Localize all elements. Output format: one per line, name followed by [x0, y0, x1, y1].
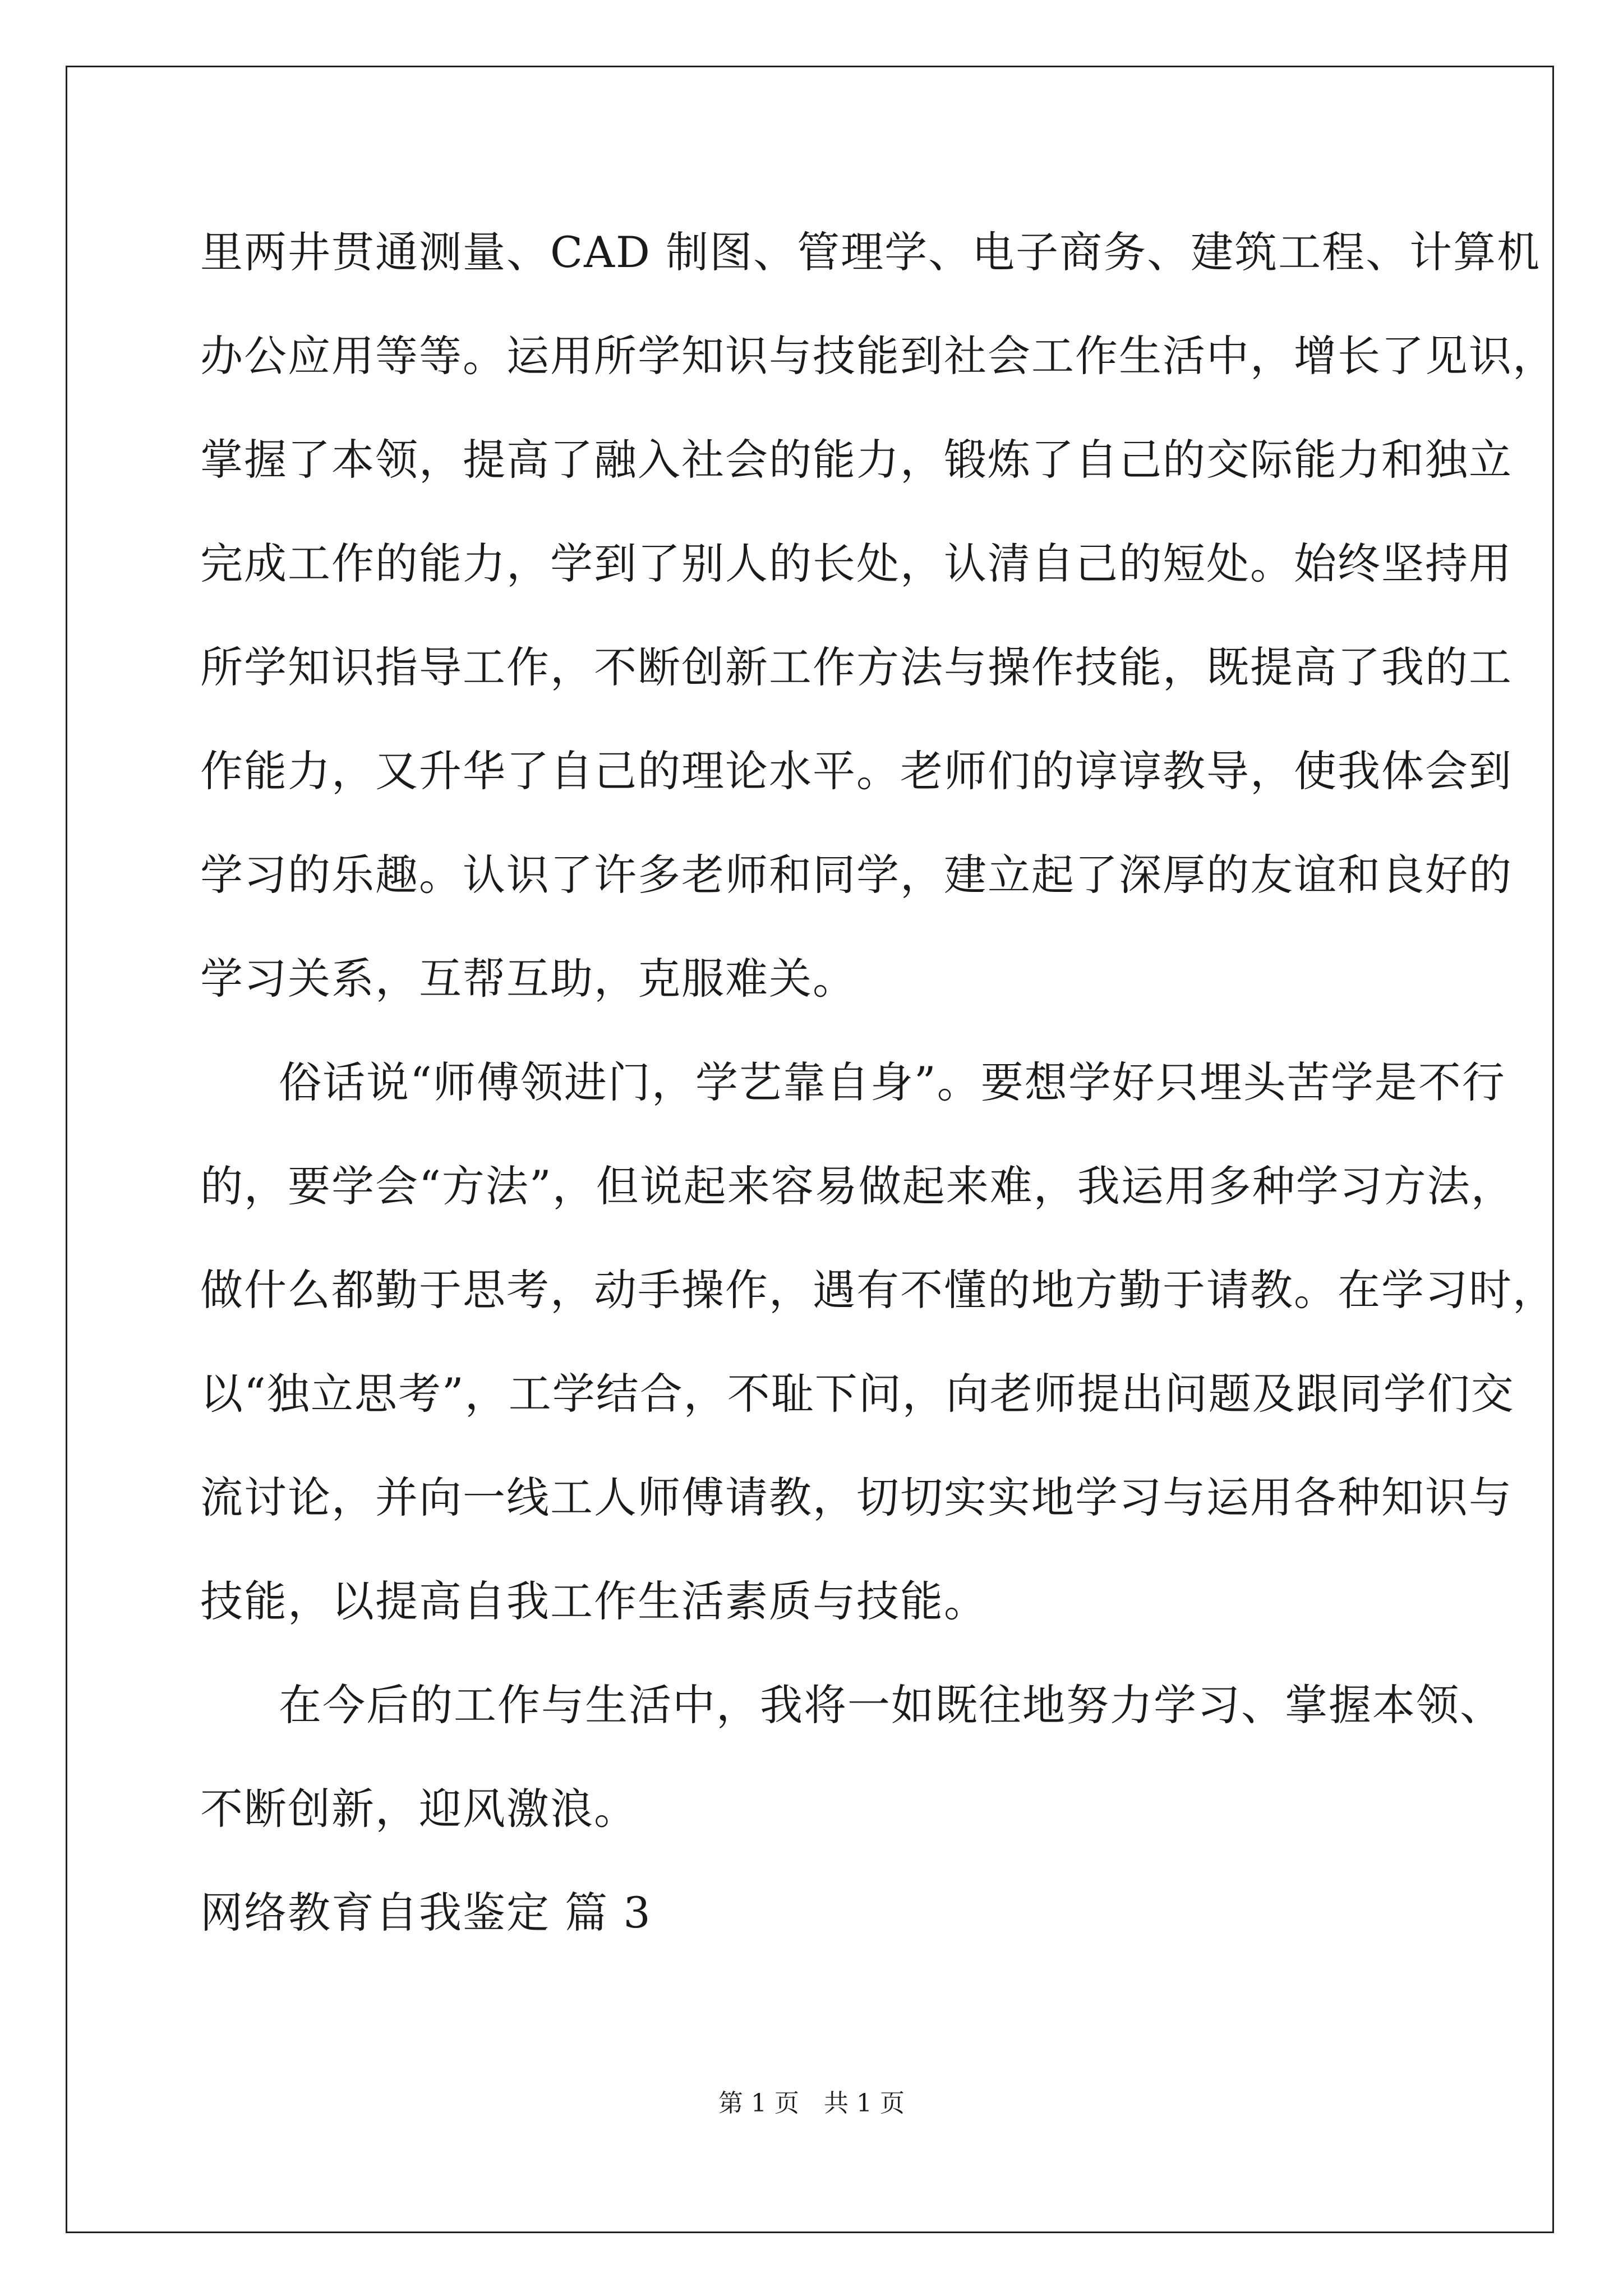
page-footer: 第 1 页 共 1 页	[718, 2089, 905, 2118]
paragraph-start-line: 在今后的工作与生活中，我将一如既往地努力学习、掌握本领、	[279, 1680, 1504, 1730]
text-line: 的，要学会“方法”，但说起来容易做起来难，我运用多种学习方法，	[200, 1161, 1515, 1211]
text-line: 作能力，又升华了自己的理论水平。老师们的谆谆教导，使我体会到	[200, 746, 1513, 796]
text-line: 不断创新，迎风激浪。	[200, 1784, 638, 1834]
text-line: 流讨论，并向一线工人师傅请教，切切实实地学习与运用各种知识与	[200, 1473, 1513, 1522]
text-line: 办公应用等等。运用所学知识与技能到社会工作生活中，增长了见识，	[200, 331, 1556, 381]
text-line: 掌握了本领，提高了融入社会的能力，锻炼了自己的交际能力和独立	[200, 435, 1513, 485]
section-heading: 网络教育自我鉴定 篇 3	[200, 1888, 652, 1938]
text-line: 学习的乐趣。认识了许多老师和同学，建立起了深厚的友谊和良好的	[200, 850, 1513, 900]
text-line: 做什么都勤于思考，动手操作，遇有不懂的地方勤于请教。在学习时，	[200, 1265, 1556, 1315]
text-line: 以“独立思考”，工学结合，不耻下问，向老师提出问题及跟同学们交	[200, 1369, 1515, 1419]
text-line: 里两井贯通测量、CAD 制图、管理学、电子商务、建筑工程、计算机	[200, 227, 1541, 277]
paragraph-start-line: 俗话说“师傅领进门，学艺靠自身”。要想学好只埋头苦学是不行	[279, 1057, 1506, 1107]
text-line: 技能，以提高自我工作生活素质与技能。	[200, 1576, 988, 1626]
text-line: 学习关系，互帮互助，克服难关。	[200, 954, 856, 1004]
text-line: 所学知识指导工作，不断创新工作方法与操作技能，既提高了我的工	[200, 642, 1513, 692]
text-line: 完成工作的能力，学到了别人的长处，认清自己的短处。始终坚持用	[200, 539, 1513, 588]
